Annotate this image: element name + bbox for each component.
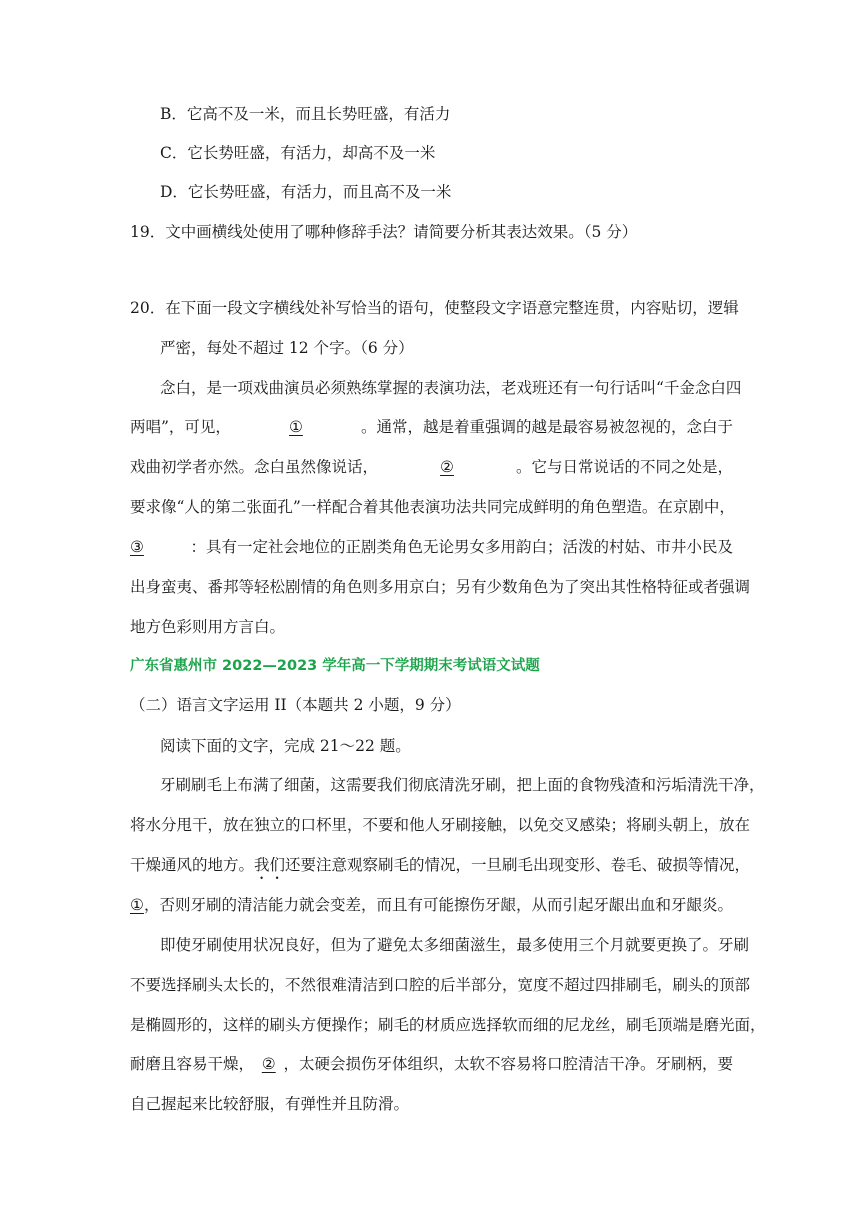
section-2-paragraph-line: [130, 895, 733, 915]
q20-text-segment: ：具有一定社会地位的正剧类角色无论男女多用韵白；活泼的村姑、市井小民及: [190, 538, 733, 556]
dotted-emphasis-text: 我们: [254, 856, 286, 874]
q20-text-segment: 两唱”，可见，: [130, 418, 231, 436]
section-2-text-segment: 还要注意观察刷毛的情况，一旦刷毛出现变形、卷毛、破损等情况，: [285, 856, 751, 874]
q20-paragraph-line: 地方色彩则用方言白。: [130, 618, 286, 636]
section-2-paragraph-line: [130, 1054, 733, 1074]
q20-blank-2[interactable]: ②: [440, 458, 454, 476]
section-2-paragraph-line: 将水分甩干，放在独立的口杯里，不要和他人牙刷接触，以免交叉感染；将刷头朝上，放在: [130, 816, 751, 834]
q20-paragraph-line: 出身蛮夷、番邦等轻松剧情的角色则多用京白；另有少数角色为了突出其性格特征或者强调: [130, 578, 751, 596]
section-2-blank-2[interactable]: ②: [261, 1055, 276, 1073]
q20-text-segment: 。通常，越是着重强调的越是最容易被忽视的，念白于: [360, 418, 733, 436]
q20-text-segment: 戏曲初学者亦然。念白虽然像说话，: [130, 458, 379, 476]
section-2-paragraph-line: 即使牙刷使用状况良好，但为了避免太多细菌滋生，最多使用三个月就要更换了。牙刷: [160, 936, 750, 954]
section-2-paragraph-line: 牙刷刷毛上布满了细菌，这需要我们彻底清洗牙刷，把上面的食物残渣和污垢清洗干净，: [160, 776, 765, 794]
section-2-text-segment: ，太硬会损伤牙体组织，太软不容易将口腔清洁干净。牙刷柄，要: [283, 1055, 733, 1073]
section-2-paragraph-line: 是椭圆形的，这样的刷头方便操作；刷毛的材质应选择软而细的尼龙丝，刷毛顶端是磨光面，: [130, 1016, 766, 1034]
q20-paragraph-line: [130, 537, 733, 557]
q20-paragraph-line: 念白，是一项戏曲演员必须熟练掌握的表演功法，老戏班还有一句行话叫“千金念白四: [160, 379, 742, 397]
section-2-paragraph-line: 不要选择刷头太长的，不然很难清洁到口腔的后半部分，宽度不超过四排刷毛，刷头的顶部: [130, 976, 751, 994]
question-20-prompt-line1: 20．在下面一段文字横线处补写恰当的语句，使整段文字语意完整连贯，内容贴切，逻辑: [130, 299, 739, 317]
section-2-paragraph-line: 自己握起来比较舒服，有弹性并且防滑。: [130, 1095, 410, 1113]
q20-blank-1[interactable]: ①: [289, 418, 303, 436]
option-b: B．它高不及一米，而且长势旺盛，有活力: [160, 105, 451, 123]
source-heading: 广东省惠州市 2022—2023 学年高一下学期期末考试语文试题: [130, 658, 540, 674]
option-d: D．它长势旺盛，有活力，而且高不及一米: [160, 183, 452, 201]
q20-text-segment: 。它与日常说话的不同之处是，: [515, 458, 733, 476]
q20-blank-3[interactable]: ③: [130, 538, 144, 556]
section-2-title: （二）语言文字运用 II（本题共 2 小题，9 分）: [130, 696, 461, 714]
q20-paragraph-line: 要求像“人的第二张面孔”一样配合着其他表演功法共同完成鲜明的角色塑造。在京剧中，: [130, 498, 735, 516]
section-2-blank-1[interactable]: ①: [130, 896, 144, 914]
section-2-paragraph-line: [130, 855, 751, 883]
option-c: C．它长势旺盛，有活力，却高不及一米: [160, 144, 436, 162]
question-20-prompt-line2: 严密，每处不超过 12 个字。（6 分）: [160, 339, 414, 357]
section-2-text-segment: ，否则牙刷的清洁能力就会变差，而且有可能擦伤牙龈，从而引起牙龈出血和牙龈炎。: [143, 896, 733, 914]
question-19: 19．文中画横线处使用了哪种修辞手法？请简要分析其表达效果。（5 分）: [130, 223, 638, 241]
section-2-instruction: 阅读下面的文字，完成 21～22 题。: [160, 737, 411, 755]
section-2-line-group: [130, 855, 285, 883]
section-2-text-segment: 干燥通风的地方。: [130, 856, 255, 874]
section-2-text-segment: 耐磨且容易干燥，: [130, 1055, 255, 1073]
q20-paragraph-line: [130, 457, 733, 477]
q20-paragraph-line: [130, 417, 733, 437]
